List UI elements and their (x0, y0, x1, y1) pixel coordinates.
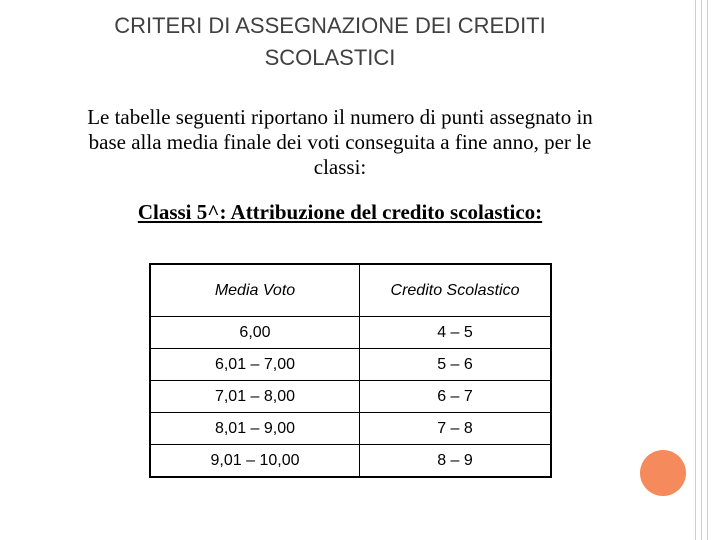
credito-cell: 7 – 8 (360, 413, 552, 445)
section-subtitle: Classi 5^: Attribuzione del credito scolastico: (137, 200, 543, 224)
credito-cell: 8 – 9 (360, 445, 552, 478)
credito-cell: 4 – 5 (360, 317, 552, 349)
media-voto-cell: 6,00 (150, 317, 360, 349)
decor-line-3 (707, 0, 708, 540)
intro-line-2: base alla media finale dei voti conseguita a fine anno, per le (88, 130, 592, 154)
accent-circle (640, 450, 686, 496)
table-row (150, 445, 551, 478)
header-credito-scolastico: Credito Scolastico (360, 264, 552, 317)
table-row (150, 317, 551, 349)
credit-table (149, 263, 552, 478)
decor-line-1 (695, 0, 696, 540)
table-row (150, 381, 551, 413)
table-header-row (150, 264, 551, 317)
credito-cell: 6 – 7 (360, 381, 552, 413)
intro-line-3: classi: (313, 155, 367, 179)
intro-text (30, 105, 650, 180)
media-voto-cell: 9,01 – 10,00 (150, 445, 360, 478)
header-media-voto: Media Voto (150, 264, 360, 317)
media-voto-cell: 8,01 – 9,00 (150, 413, 360, 445)
decor-line-2 (701, 0, 702, 540)
intro-line-1: Le tabelle seguenti riportano il numero di punti assegnato in (87, 105, 593, 129)
table-row (150, 349, 551, 381)
slide-title (40, 10, 620, 74)
credito-cell: 5 – 6 (360, 349, 552, 381)
table-row (150, 413, 551, 445)
media-voto-cell: 6,01 – 7,00 (150, 349, 360, 381)
title-line-1: CRITERI DI ASSEGNAZIONE DEI CREDITI (114, 13, 546, 38)
media-voto-cell: 7,01 – 8,00 (150, 381, 360, 413)
title-line-2: SCOLASTICI (264, 45, 396, 70)
